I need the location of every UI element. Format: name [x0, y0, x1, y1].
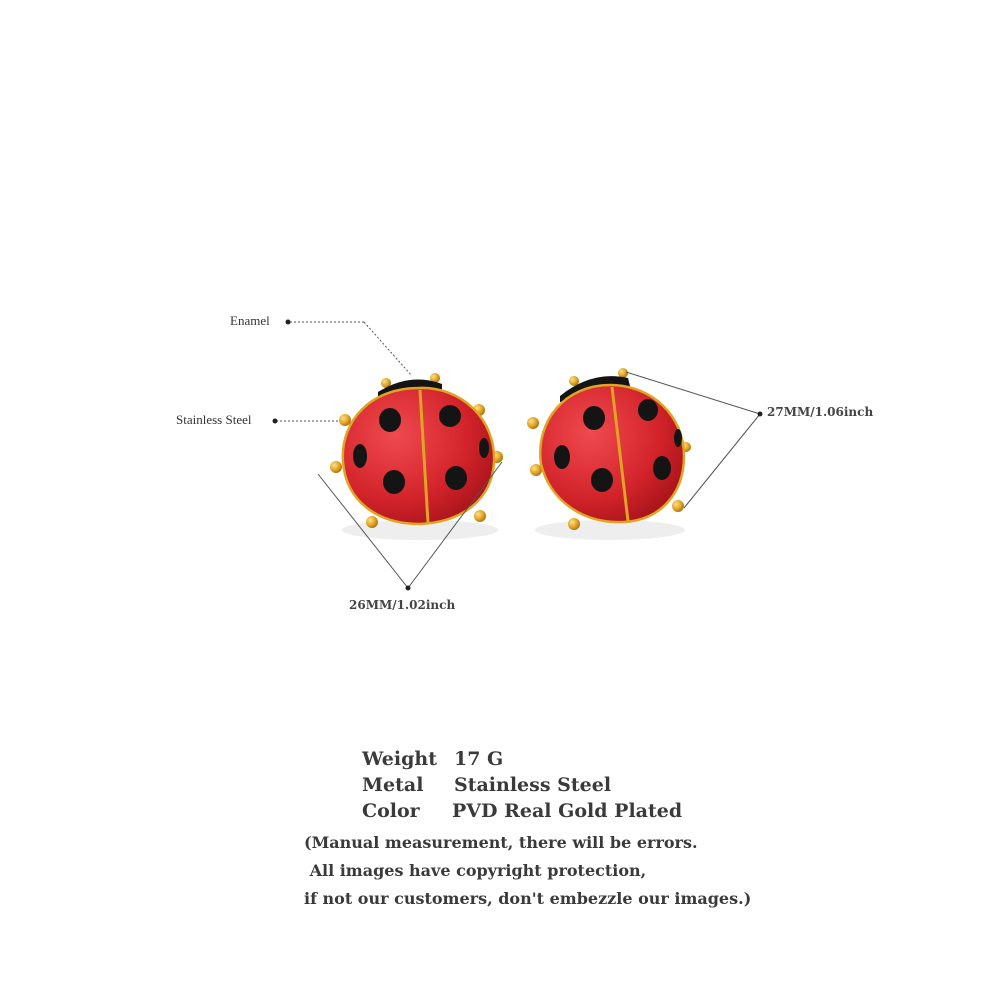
stainless-steel-label: Stainless Steel — [176, 412, 252, 427]
spec-value: PVD Real Gold Plated — [452, 800, 683, 822]
width-dot — [406, 586, 411, 591]
disclaimer-line-1: (Manual measurement, there will be errors. — [304, 833, 698, 852]
enamel-dot — [286, 320, 291, 325]
right-ladybug-earring — [527, 368, 691, 540]
height-dimension-label: 27MM/1.06inch — [767, 405, 874, 419]
spec-key: Metal — [362, 774, 424, 796]
height-dot — [758, 412, 763, 417]
stainless-dot — [273, 419, 278, 424]
disclaimer-line-2: All images have copyright protection, — [304, 861, 647, 880]
height-dimension-line-b — [684, 414, 760, 508]
left-ladybug-earring — [330, 373, 503, 540]
disclaimer-line-3: if not our customers, don't embezzle our images.) — [304, 889, 752, 908]
spec-key: Color — [362, 800, 420, 822]
spec-key: Weight — [362, 748, 437, 770]
width-dimension-label: 26MM/1.02inch — [349, 598, 456, 612]
spec-value: Stainless Steel — [454, 774, 612, 796]
spec-value: 17 G — [454, 748, 504, 770]
enamel-leader-diagonal — [364, 322, 412, 376]
enamel-label: Enamel — [230, 313, 270, 328]
